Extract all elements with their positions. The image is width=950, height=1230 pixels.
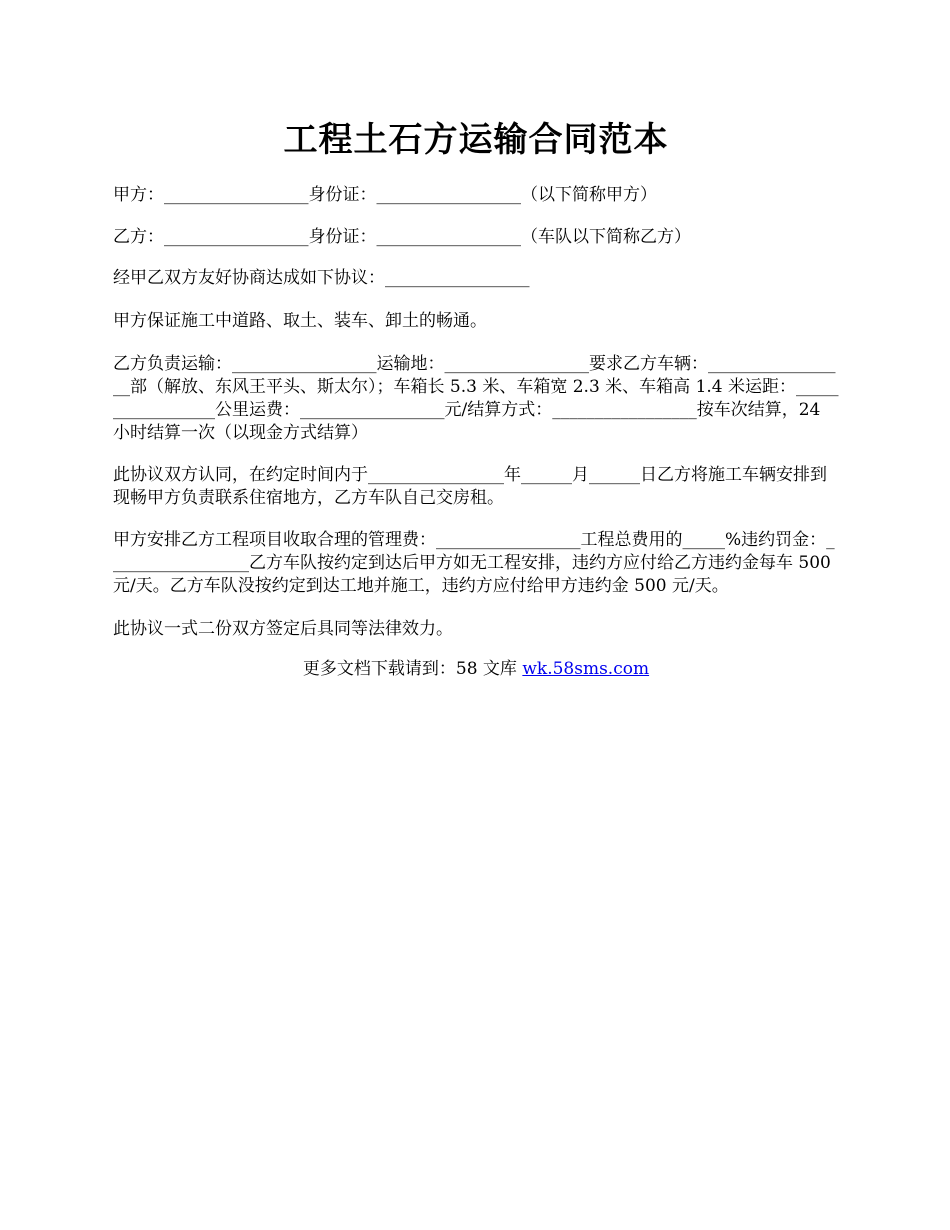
footer-text: 更多文档下载请到：58 文库: [302, 659, 523, 679]
clause-schedule: 此协议双方认同，在约定时间内于________________年______月______日乙方将施工车辆安排到现畅甲方负责联系住宿地方，乙方车队自己交房租。: [113, 465, 827, 508]
clause-road-access: 甲方保证施工中道路、取土、装车、卸土的畅通。: [113, 311, 487, 331]
party-b-line: 乙方：_________________身份证：_________________（车队以下简称乙方）: [113, 227, 691, 247]
footer-link[interactable]: wk.58sms.com: [522, 659, 650, 679]
clause-legal-effect: 此协议一式二份双方签定后具同等法律效力。: [113, 619, 453, 639]
clause-transport-terms: 乙方负责运输：_________________运输地：_________________要求乙方车辆：_________________部（解放、东风王平头、斯太尔）；车箱长 5.3 米、车箱宽 2.3 米、车箱高 1.4 米运距：_________________公里运费：_________________元/结算方式：_________________按车次结算，24 小时结算一次（以现金方式结算）: [113, 354, 839, 443]
party-a-line: 甲方：_________________身份证：_________________（以下简称甲方）: [113, 185, 657, 205]
footer: [113, 658, 839, 681]
document-title: 工程土石方运输合同范本: [283, 120, 669, 160]
document-page: [113, 0, 839, 681]
clause-penalties: 甲方安排乙方工程项目收取合理的管理费：_________________工程总费用的_____%违约罚金：_________________乙方车队按约定到达后甲方如无工程安排，违约方应付给乙方违约金每车 500 元/天。乙方车队没按约定到达工地并施工，违约方应付给甲方违约金 500 元/天。: [113, 530, 835, 596]
agreement-intro: 经甲乙双方友好协商达成如下协议：_________________: [113, 268, 530, 288]
